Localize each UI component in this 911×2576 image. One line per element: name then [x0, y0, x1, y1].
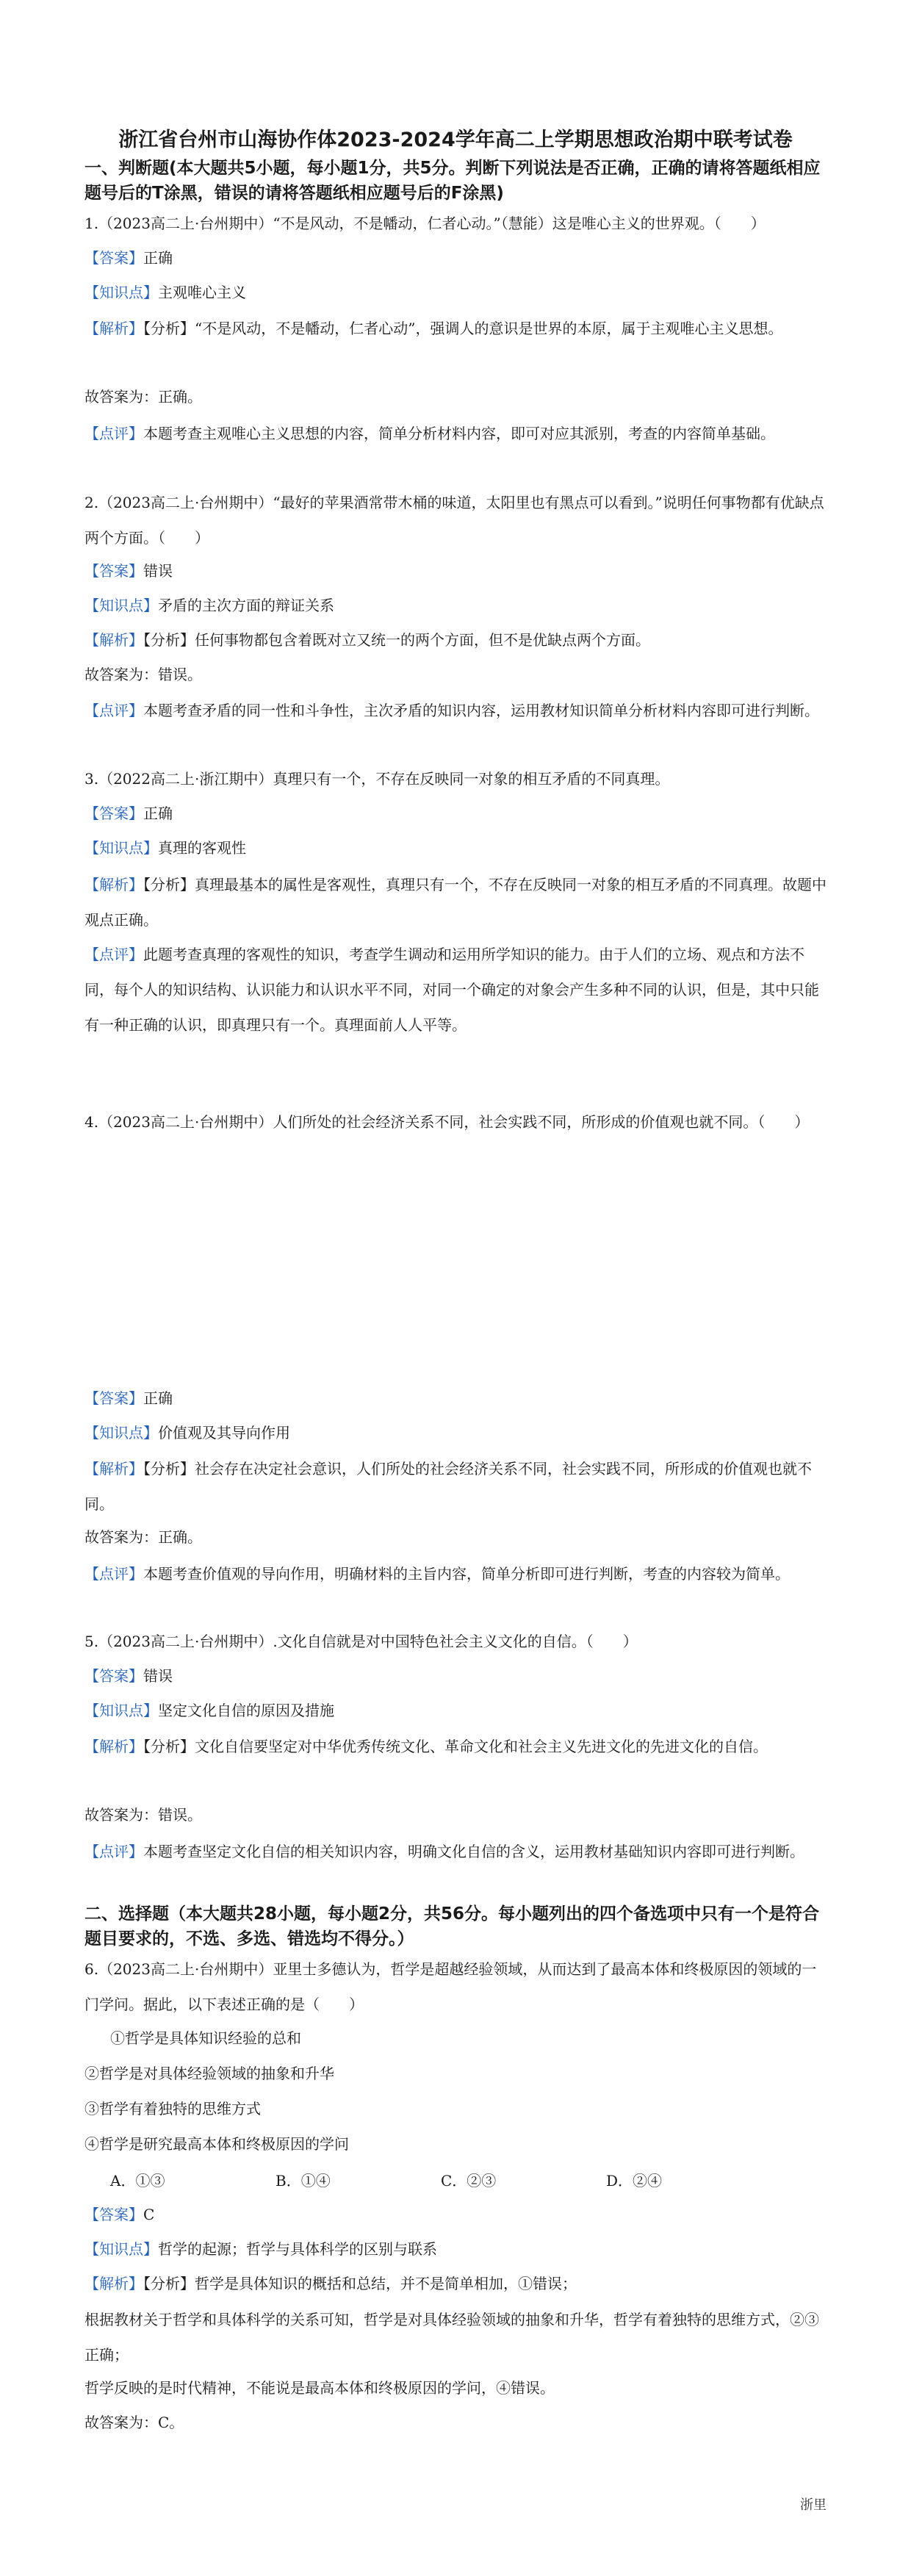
q6-item-1: ①哲学是具体知识经验的总和	[110, 2029, 301, 2047]
q6-option-a: A．①③	[110, 2172, 165, 2190]
page-title: 浙江省台州市山海协作体2023-2024学年高二上学期思想政治期中联考试卷	[118, 129, 793, 151]
q4-result: 故答案为：正确。	[84, 1528, 202, 1546]
q3-stem: 3.（2022高二上·浙江期中）真理只有一个，不存在反映同一对象的相互矛盾的不同真理。	[84, 770, 670, 788]
q1-stem: 1.（2023高二上·台州期中）“不是风动，不是幡动，仁者心动。”（慧能）这是唯心主义的世界观。（ ）	[84, 215, 766, 232]
q1-result: 故答案为：正确。	[84, 388, 202, 406]
q2-knowledge-point: 【知识点】矛盾的主次方面的辩证关系	[84, 597, 334, 614]
q1-analysis: 【解析】【分析】“不是风动，不是幡动，仁者心动”，强调人的意识是世界的本原，属于主观唯心主义思想。	[84, 320, 783, 337]
q6-stem: 6.（2023高二上·台州期中）亚里士多德认为，哲学是超越经验领域，从而达到了最高本体和终极原因的领域的一门学问。据此，以下表述正确的是（ ）	[84, 1960, 817, 2013]
q2-stem: 2.（2023高二上·台州期中）“最好的苹果酒常带木桶的味道，太阳里也有黑点可以看到。”说明任何事物都有优缺点两个方面。（ ）	[84, 494, 824, 547]
q2-analysis: 【解析】【分析】任何事物都包含着既对立又统一的两个方面，但不是优缺点两个方面。	[84, 631, 650, 649]
page-footer: 浙里	[800, 2497, 827, 2513]
q5-analysis: 【解析】【分析】文化自信要坚定对中华优秀传统文化、革命文化和社会主义先进文化的先进文化的自信。	[84, 1738, 768, 1755]
q4-knowledge-point: 【知识点】价值观及其导向作用	[84, 1424, 290, 1442]
q6-analysis-2: 根据教材关于哲学和具体科学的关系可知，哲学是对具体经验领域的抽象和升华，哲学有着独特的思维方式，②③正确；	[84, 2311, 819, 2364]
section-2-heading: 二、选择题（本大题共28小题，每小题2分，共56分。每小题列出的四个备选项中只有一个是符合题目要求的，不选、多选、错选均不得分。）	[84, 1904, 820, 1949]
q6-result: 故答案为：C。	[84, 2414, 184, 2431]
q6-analysis-3: 哲学反映的是时代精神，不能说是最高本体和终极原因的学问，④错误。	[84, 2379, 555, 2397]
q6-item-3: ③哲学有着独特的思维方式	[84, 2100, 261, 2118]
q4-comment: 【点评】本题考查价值观的导向作用，明确材料的主旨内容，简单分析即可进行判断，考查的内容较为简单。	[84, 1565, 790, 1583]
q1-knowledge-point: 【知识点】主观唯心主义	[84, 284, 246, 301]
q3-answer: 【答案】正确	[84, 805, 173, 822]
q4-analysis: 【解析】【分析】社会存在决定社会意识，人们所处的社会经济关系不同，社会实践不同，所形成的价值观也就不同。	[84, 1460, 812, 1513]
q6-options	[110, 2169, 771, 2190]
q2-answer: 【答案】错误	[84, 562, 173, 580]
q5-result: 故答案为：错误。	[84, 1806, 202, 1824]
q4-answer: 【答案】正确	[84, 1389, 173, 1407]
q6-answer: 【答案】C	[84, 2206, 155, 2223]
q3-comment: 【点评】此题考查真理的客观性的知识，考查学生调动和运用所学知识的能力。由于人们的立场、观点和方法不同，每个人的知识结构、认识能力和认识水平不同，对同一个确定的对象会产生多种不同的认识，但是，其中只能有一种正确的认识，即真理只有一个。真理面前人人平等。	[84, 946, 819, 1034]
q6-option-b: B．①④	[276, 2172, 331, 2190]
q5-comment: 【点评】本题考查坚定文化自信的相关知识内容，明确文化自信的含义，运用教材基础知识内容即可进行判断。	[84, 1843, 804, 1860]
q2-result: 故答案为：错误。	[84, 666, 202, 683]
section-1-heading: 一、判断题(本大题共5小题，每小题1分，共5分。判断下列说法是否正确，正确的请将答题纸相应题号后的T涂黑，错误的请将答题纸相应题号后的F涂黑)	[84, 159, 821, 203]
q3-knowledge-point: 【知识点】真理的客观性	[84, 839, 246, 857]
q1-comment: 【点评】本题考查主观唯心主义思想的内容，简单分析材料内容，即可对应其派别，考查的内容简单基础。	[84, 425, 775, 442]
q1-answer: 【答案】正确	[84, 249, 173, 267]
q3-analysis: 【解析】【分析】真理最基本的属性是客观性，真理只有一个，不存在反映同一对象的相互矛盾的不同真理。故题中观点正确。	[84, 876, 827, 929]
q5-knowledge-point: 【知识点】坚定文化自信的原因及措施	[84, 1702, 334, 1719]
q4-stem: 4.（2023高二上·台州期中）人们所处的社会经济关系不同，社会实践不同，所形成的价值观也就不同。（ ）	[84, 1113, 810, 1131]
q6-option-c: C．②③	[441, 2172, 497, 2190]
q5-stem: 5.（2023高二上·台州期中）.文化自信就是对中国特色社会主义文化的自信。（ ）	[84, 1633, 638, 1650]
q5-answer: 【答案】错误	[84, 1667, 173, 1685]
q6-option-d: D．②④	[606, 2172, 663, 2190]
q6-item-2: ②哲学是对具体经验领域的抽象和升华	[84, 2065, 334, 2082]
q6-knowledge-point: 【知识点】哲学的起源；哲学与具体科学的区别与联系	[84, 2240, 437, 2258]
q6-item-4: ④哲学是研究最高本体和终极原因的学问	[84, 2135, 349, 2153]
q6-analysis: 【解析】【分析】哲学是具体知识的概括和总结，并不是简单相加，①错误；	[84, 2275, 577, 2292]
q2-comment: 【点评】本题考查矛盾的同一性和斗争性，主次矛盾的知识内容，运用教材知识简单分析材料内容即可进行判断。	[84, 702, 819, 719]
